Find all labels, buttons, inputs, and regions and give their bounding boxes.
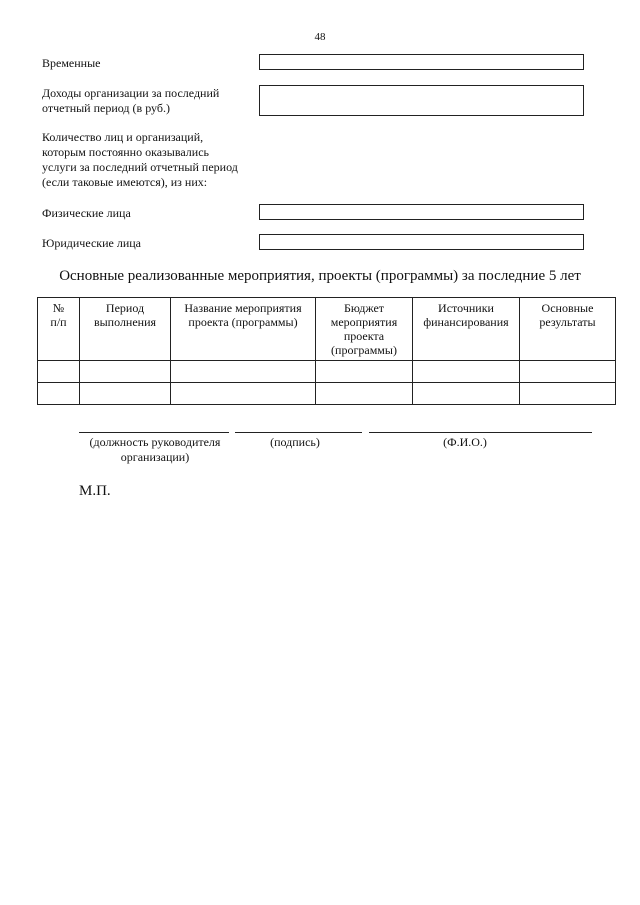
legal-entities-field[interactable] — [259, 234, 584, 250]
projects-table — [37, 297, 616, 405]
table-header-row — [38, 298, 616, 361]
table-cell[interactable] — [38, 383, 80, 405]
table-cell[interactable] — [171, 383, 316, 405]
page-number: 48 — [314, 31, 326, 43]
table-cell[interactable] — [520, 361, 616, 383]
signature-line[interactable] — [235, 432, 362, 433]
name-signature-line[interactable] — [369, 432, 592, 433]
header-period: Период выполнения — [80, 298, 171, 361]
header-funding-sources: Источники финансирования — [413, 298, 520, 361]
header-results: Основные результаты — [520, 298, 616, 361]
section-title: Основные реализованные мероприятия, проекты (программы) за последние 5 лет — [59, 268, 581, 284]
stamp-label: М.П. — [79, 483, 111, 499]
table-cell[interactable] — [171, 361, 316, 383]
name-caption: (Ф.И.О.) — [443, 435, 487, 449]
header-event-name: Название мероприятия проекта (программы) — [171, 298, 316, 361]
temporary-field[interactable] — [259, 54, 584, 70]
table-row — [38, 361, 616, 383]
table-cell[interactable] — [38, 361, 80, 383]
served-count-label: Количество лиц и организаций, которым постоянно оказывались услуги за последний отчетный период (если таковые имеются), из них: — [42, 130, 238, 189]
income-label: Доходы организации за последний отчетный период (в руб.) — [42, 86, 220, 115]
table-cell[interactable] — [520, 383, 616, 405]
table-cell[interactable] — [413, 361, 520, 383]
signature-caption: (подпись) — [270, 435, 320, 449]
table-cell[interactable] — [413, 383, 520, 405]
header-number: № п/п — [38, 298, 80, 361]
table-row — [38, 383, 616, 405]
individuals-label: Физические лица — [42, 206, 131, 220]
position-caption: (должность руководителя организации) — [89, 435, 221, 464]
legal-entities-label: Юридические лица — [42, 236, 142, 250]
individuals-field[interactable] — [259, 204, 584, 220]
table-cell[interactable] — [316, 383, 413, 405]
table-cell[interactable] — [80, 361, 171, 383]
position-signature-line[interactable] — [79, 432, 229, 433]
table-cell[interactable] — [316, 361, 413, 383]
header-budget: Бюджет мероприятия проекта (программы) — [316, 298, 413, 361]
income-field[interactable] — [259, 85, 584, 116]
table-cell[interactable] — [80, 383, 171, 405]
temporary-label: Временные — [42, 56, 101, 70]
